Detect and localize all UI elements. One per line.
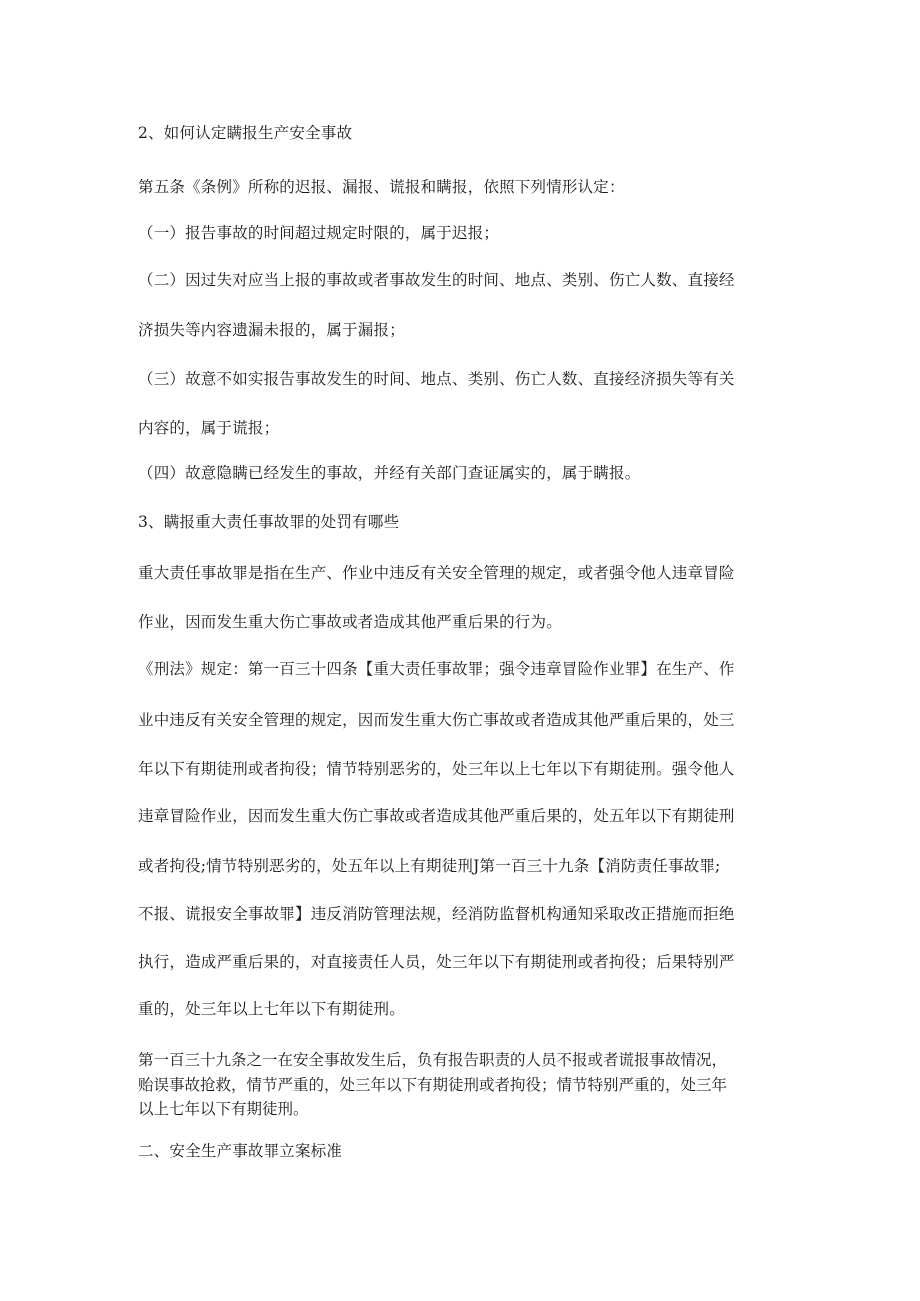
list-item-1: （一）报告事故的时间超过规定时限的，属于迟报；: [138, 224, 500, 242]
paragraph-line: 不报、谎报安全事故罪】违反消防管理法规，经消防监督机构通知采取改正措施而拒绝: [138, 905, 735, 923]
paragraph-line: 业中违反有关安全管理的规定，因而发生重大伤亡事故或者造成其他严重后果的，处三: [138, 711, 735, 729]
list-item-4: （四）故意隐瞒已经发生的事故，并经有关部门查证属实的，属于瞒报。: [138, 464, 641, 482]
paragraph-line: 重的，处三年以上七年以下有期徒刑。: [138, 1000, 405, 1018]
heading-section-3: 3、瞒报重大责任事故罪的处罚有哪些: [138, 513, 400, 531]
paragraph-line: 执行，造成严重后果的，对直接责任人员，处三年以下有期徒刑或者拘役；后果特别严: [138, 953, 735, 971]
list-item-2-cont: 济损失等内容遗漏未报的，属于漏报；: [138, 321, 405, 339]
paragraph-line: 违章冒险作业，因而发生重大伤亡事故或者造成其他严重后果的，处五年以下有期徒刑: [138, 807, 735, 825]
list-item-3-cont: 内容的，属于谎报；: [138, 419, 280, 437]
heading-section-2: 2、如何认定瞒报生产安全事故: [138, 124, 353, 142]
list-item-2: （二）因过失对应当上报的事故或者事故发生的时间、地点、类别、伤亡人数、直接经: [138, 271, 735, 289]
paragraph-line: 贻误事故抢救，情节严重的，处三年以下有期徒刑或者拘役；情节特别严重的，处三年: [138, 1076, 728, 1094]
paragraph-line: 第五条《条例》所称的迟报、漏报、谎报和瞒报，依照下列情形认定：: [138, 178, 625, 196]
heading-section-two: 二、安全生产事故罪立案标准: [138, 1142, 343, 1160]
paragraph-line: 作业，因而发生重大伤亡事故或者造成其他严重后果的行为。: [138, 613, 562, 631]
paragraph-line: 年以下有期徒刑或者拘役；情节特别恶劣的，处三年以上七年以下有期徒刑。强令他人: [138, 760, 735, 778]
paragraph-line: 或者拘役;情节特别恶劣的，处五年以上有期徒刑J第一百三十九条【消防责任事故罪;: [138, 857, 721, 875]
paragraph-line: 以上七年以下有期徒刑。: [138, 1100, 309, 1118]
paragraph-line: 重大责任事故罪是指在生产、作业中违反有关安全管理的规定，或者强令他人违章冒险: [138, 564, 735, 582]
paragraph-line: 第一百三十九条之一在安全事故发生后，负有报告职责的人员不报或者谎报事故情况，: [138, 1051, 728, 1069]
paragraph-line: 《刑法》规定：第一百三十四条【重大责任事故罪；强令违章冒险作业罪】在生产、作: [138, 660, 735, 678]
list-item-3: （三）故意不如实报告事故发生的时间、地点、类别、伤亡人数、直接经济损失等有关: [138, 370, 735, 388]
